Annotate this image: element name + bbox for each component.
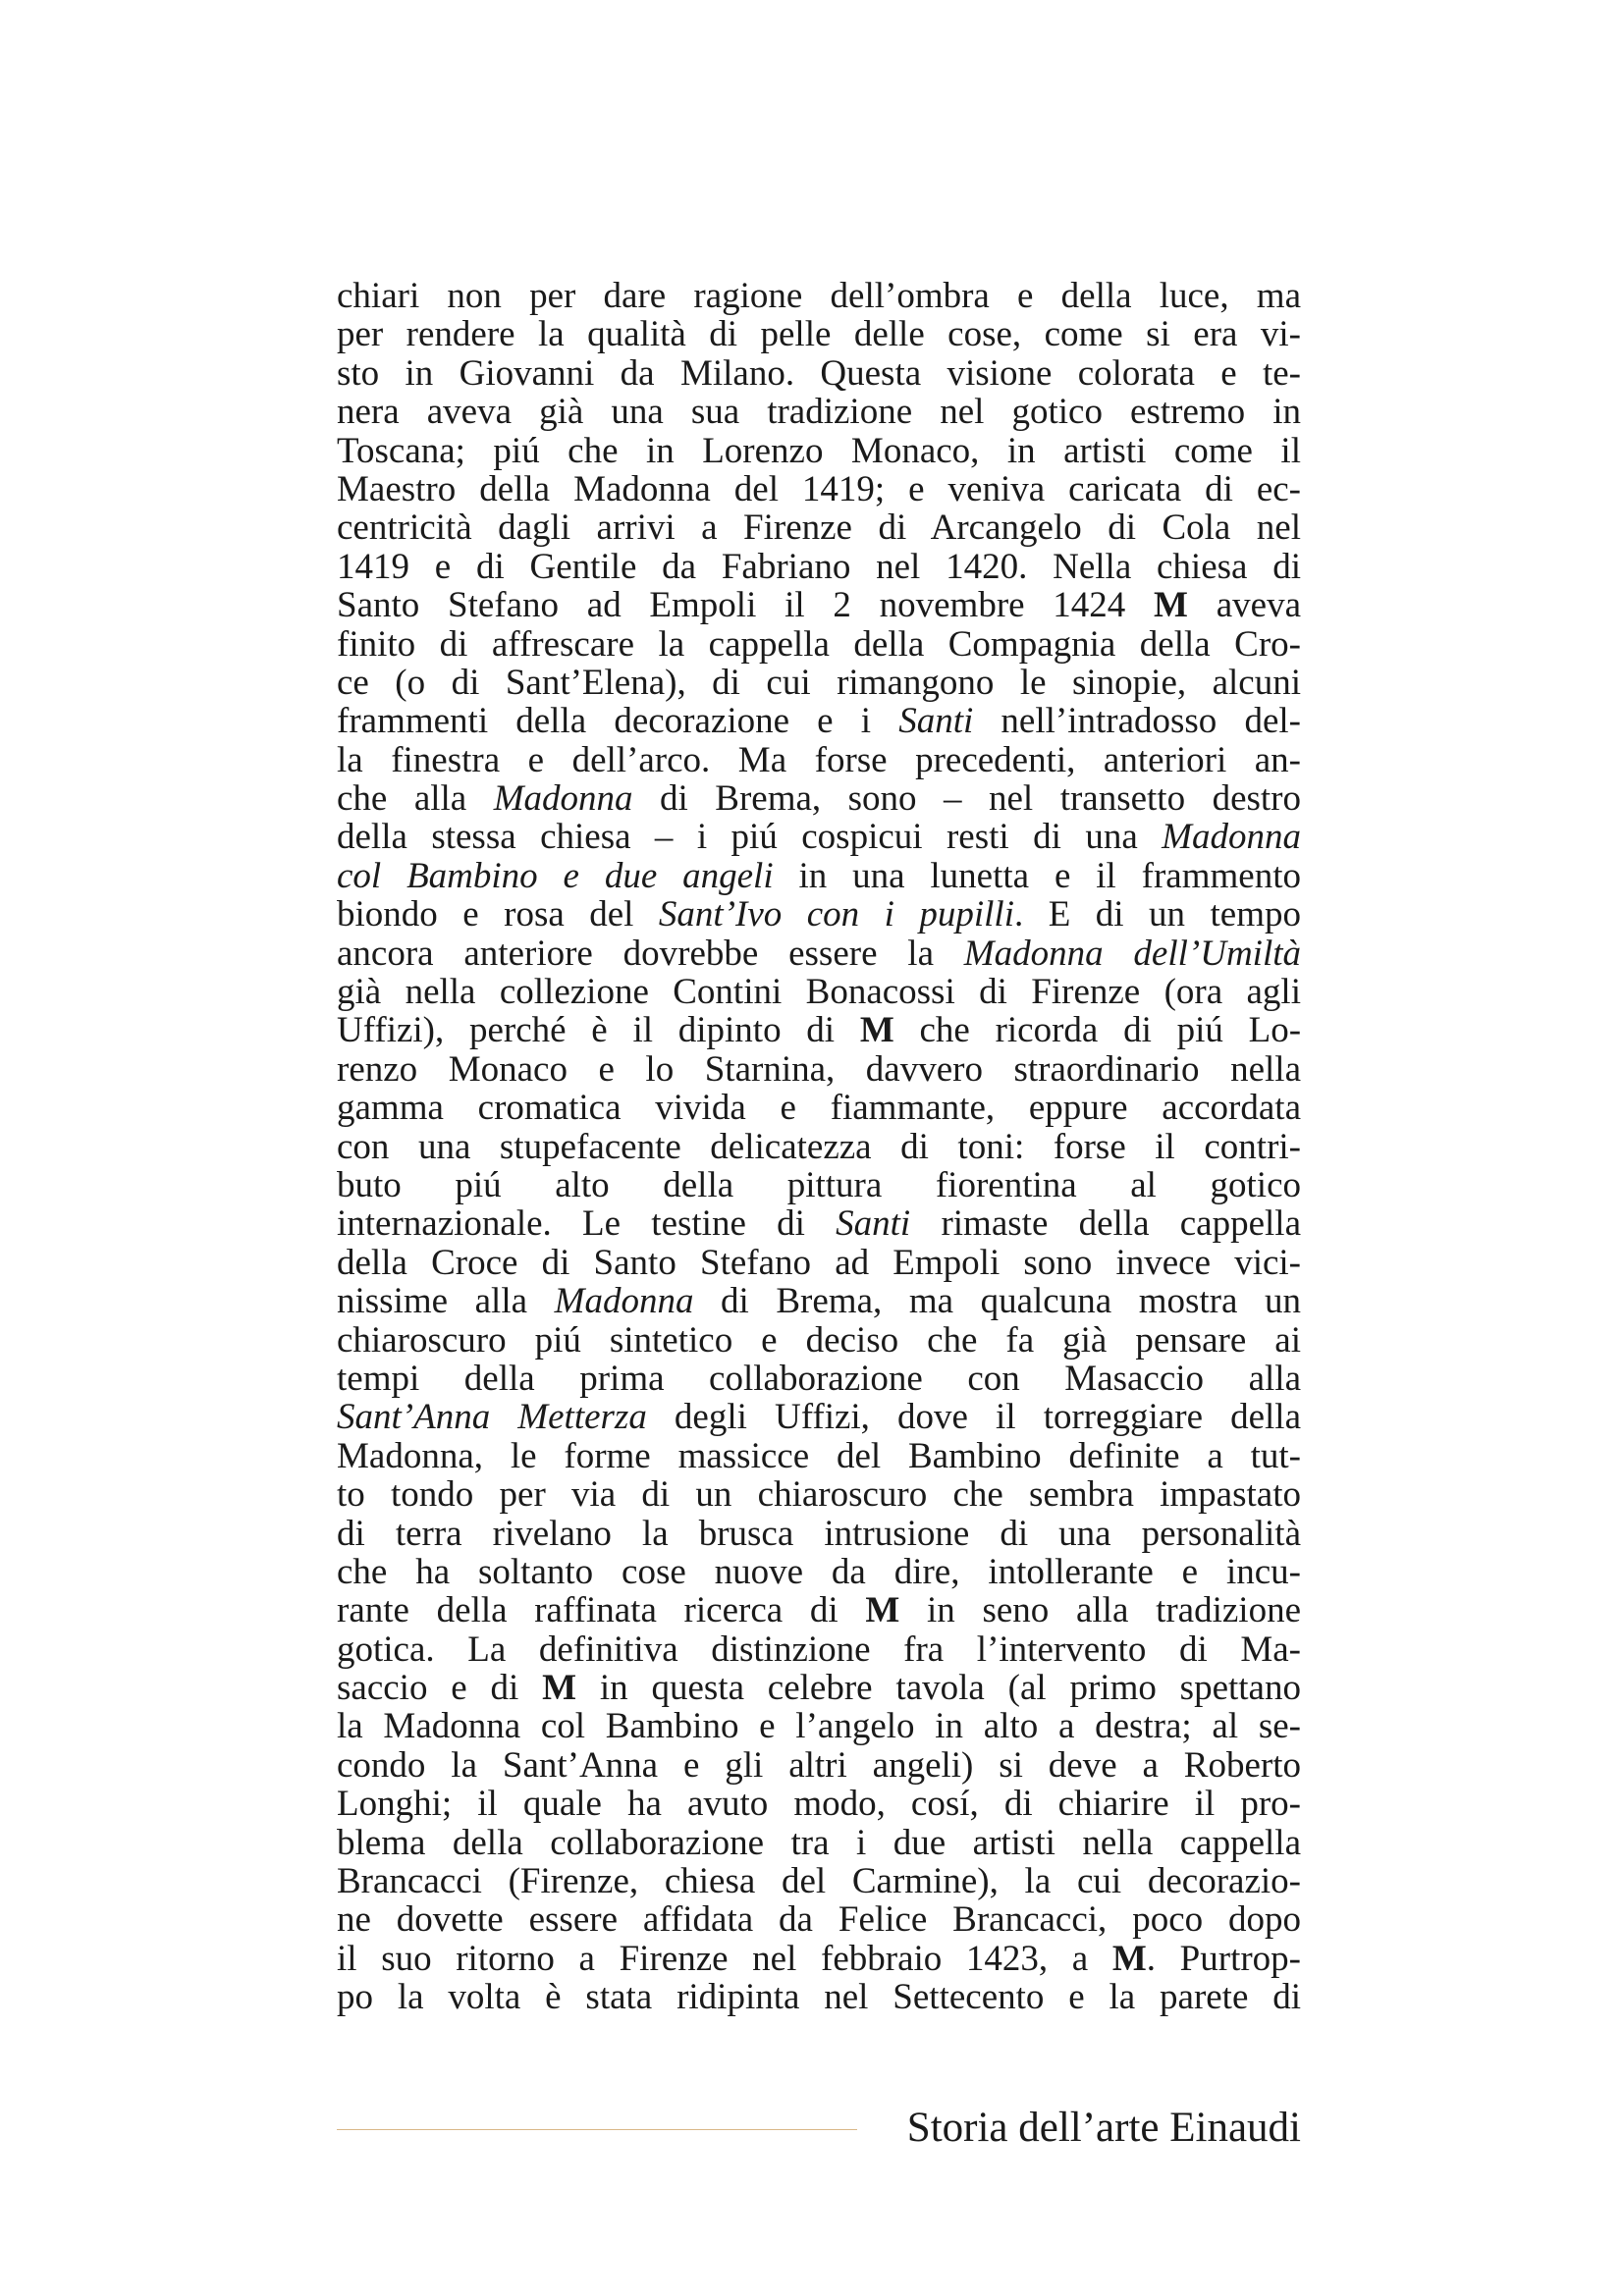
text-run: con una stupefacente delicatezza di toni: forse il contri- — [337, 1127, 1301, 1166]
text-line — [337, 895, 1301, 934]
text-run: frammenti della decorazione e i — [337, 702, 899, 741]
text-line — [337, 1244, 1301, 1282]
text-run: di Brema, sono – nel transetto destro — [632, 779, 1301, 819]
text-run: Toscana; piú che in Lorenzo Monaco, in artisti come il — [337, 431, 1301, 470]
text-run: la finestra e dell’arco. Ma forse precedenti, anteriori an- — [337, 740, 1301, 780]
text-run: Santo Stefano ad Empoli il 2 novembre 1424 — [337, 586, 1155, 625]
text-line — [337, 1437, 1301, 1475]
text-line — [337, 586, 1301, 624]
text-line — [337, 1669, 1301, 1707]
italic-title: Santi — [898, 702, 974, 741]
italic-title: Santi — [836, 1204, 911, 1244]
text-line — [337, 664, 1301, 702]
text-run: ancora anteriore dovrebbe essere la — [337, 934, 964, 974]
text-line — [337, 934, 1301, 973]
text-line — [337, 1321, 1301, 1360]
italic-title: Madonna — [493, 779, 633, 819]
text-line — [337, 354, 1301, 393]
text-run: ce (o di Sant’Elena), di cui rimangono le sinopie, alcuni — [337, 663, 1301, 703]
text-line — [337, 277, 1301, 315]
text-run: in questa celebre tavola (al primo spettano — [576, 1669, 1301, 1708]
text-line — [337, 508, 1301, 547]
italic-title: col Bambino e due angeli — [337, 856, 774, 896]
text-line — [337, 1011, 1301, 1049]
footer-rule — [337, 2129, 857, 2130]
text-run: rimaste della cappella — [910, 1204, 1301, 1244]
italic-title: Sant’Anna Metterza — [337, 1398, 647, 1437]
italic-title: Madonna — [554, 1282, 694, 1321]
text-run: Madonna, le forme massicce del Bambino definite a tut- — [337, 1436, 1301, 1476]
text-run: gotica. La definitiva distinzione fra l’intervento di Ma- — [337, 1629, 1301, 1670]
text-run: centricità dagli arrivi a Firenze di Arcangelo di Cola nel — [337, 508, 1301, 548]
text-line — [337, 1978, 1301, 2016]
text-line — [337, 470, 1301, 508]
text-line — [337, 1746, 1301, 1785]
text-run: chiari non per dare ragione dell’ombra e della luce, ma — [337, 277, 1301, 316]
text-run: che alla — [337, 779, 494, 819]
text-line — [337, 1824, 1301, 1862]
text-line — [337, 779, 1301, 818]
text-run: nissime alla — [337, 1282, 555, 1321]
text-run: della Croce di Santo Stefano ad Empoli sono invece vici- — [337, 1243, 1301, 1283]
text-run: Uffizi), perché è il dipinto di — [337, 1011, 860, 1050]
artist-initial: M — [542, 1669, 577, 1708]
artist-initial: M — [865, 1591, 900, 1630]
text-line — [337, 1862, 1301, 1900]
text-run: . E di un tempo — [1014, 895, 1301, 934]
text-line — [337, 1707, 1301, 1745]
text-run: degli Uffizi, dove il torreggiare della — [646, 1398, 1301, 1437]
text-line — [337, 1360, 1301, 1398]
text-run: che ricorda di piú Lo- — [893, 1011, 1301, 1050]
text-run: la Madonna col Bambino e l’angelo in alto a destra; al se- — [337, 1707, 1301, 1746]
text-line — [337, 1475, 1301, 1514]
text-run: internazionale. Le testine di — [337, 1204, 837, 1244]
text-line — [337, 1553, 1301, 1591]
text-run: saccio e di — [337, 1669, 543, 1708]
text-run: condo la Sant’Anna e gli altri angeli) si deve a Roberto — [337, 1745, 1301, 1786]
artist-initial: M — [1111, 1939, 1147, 1979]
text-run: di terra rivelano la brusca intrusione di una personalità — [337, 1514, 1301, 1553]
text-line — [337, 432, 1301, 470]
text-run: 1419 e di Gentile da Fabriano nel 1420. Nella chiesa di — [337, 547, 1301, 587]
text-run: to tondo per via di un chiaroscuro che sembra impastato — [337, 1475, 1301, 1515]
text-line — [337, 625, 1301, 664]
text-run: nell’intradosso del- — [973, 702, 1301, 741]
text-run: Maestro della Madonna del 1419; e veniva caricata di ec- — [337, 469, 1301, 509]
text-line — [337, 702, 1301, 740]
text-run: Longhi; il quale ha avuto modo, cosí, di chiarire il pro- — [337, 1785, 1301, 1824]
text-line — [337, 857, 1301, 895]
text-line — [337, 1940, 1301, 1978]
text-run: in seno alla tradizione — [899, 1591, 1301, 1630]
text-run: gamma cromatica vivida e fiammante, eppure accordata — [337, 1089, 1301, 1128]
text-run: biondo e rosa del — [337, 895, 659, 934]
text-line — [337, 818, 1301, 856]
text-run: Brancacci (Firenze, chiesa del Carmine), la cui decorazio- — [337, 1862, 1301, 1901]
italic-title: Madonna dell’Umiltà — [963, 934, 1301, 974]
text-line — [337, 1591, 1301, 1629]
body-text — [337, 277, 1301, 2017]
text-run: ne dovette essere affidata da Felice Brancacci, poco dopo — [337, 1900, 1301, 1940]
footer-title: Storia dell’arte Einaudi — [906, 2105, 1301, 2151]
text-line — [337, 1166, 1301, 1204]
text-run: finito di affrescare la cappella della Compagnia della Cro- — [337, 624, 1301, 664]
artist-initial: M — [1154, 586, 1188, 625]
text-run: della stessa chiesa – i piú cospicui resti di una — [337, 818, 1163, 857]
text-run: blema della collaborazione tra i due artisti nella cappella — [337, 1823, 1301, 1863]
running-footer — [337, 2101, 1301, 2160]
text-line — [337, 393, 1301, 431]
text-line — [337, 1204, 1301, 1243]
text-run: già nella collezione Contini Bonacossi di Firenze (ora agli — [337, 973, 1301, 1012]
text-line — [337, 548, 1301, 586]
text-run: sto in Giovanni da Milano. Questa visione colorata e te- — [337, 353, 1301, 394]
text-run: per rendere la qualità di pelle delle cose, come si era vi- — [337, 315, 1301, 354]
text-line — [337, 1398, 1301, 1436]
text-run: il suo ritorno a Firenze nel febbraio 1423, a — [337, 1939, 1112, 1979]
text-line — [337, 1785, 1301, 1823]
text-line — [337, 1630, 1301, 1669]
text-run: . Purtrop- — [1146, 1939, 1301, 1979]
text-line — [337, 1515, 1301, 1553]
text-run: nera aveva già una sua tradizione nel gotico estremo in — [337, 393, 1301, 432]
text-line — [337, 1089, 1301, 1127]
text-line — [337, 1050, 1301, 1089]
italic-title: Madonna — [1162, 818, 1301, 857]
text-line — [337, 1282, 1301, 1320]
text-line — [337, 315, 1301, 353]
text-run: buto piú alto della pittura fiorentina al gotico — [337, 1165, 1301, 1205]
text-run: che ha soltanto cose nuove da dire, intollerante e incu- — [337, 1552, 1301, 1592]
text-line — [337, 1900, 1301, 1939]
text-run: in una lunetta e il frammento — [773, 856, 1301, 896]
text-run: aveva — [1187, 586, 1301, 625]
text-run: renzo Monaco e lo Starnina, davvero straordinario nella — [337, 1049, 1301, 1090]
text-run: chiaroscuro piú sintetico e deciso che fa già pensare ai — [337, 1320, 1301, 1360]
text-line — [337, 1128, 1301, 1166]
text-line — [337, 973, 1301, 1011]
text-run: di Brema, ma qualcuna mostra un — [693, 1282, 1301, 1321]
text-line — [337, 741, 1301, 779]
text-run: po la volta è stata ridipinta nel Settecento e la parete di — [337, 1978, 1301, 2017]
text-run: tempi della prima collaborazione con Masaccio alla — [337, 1359, 1301, 1399]
text-run: rante della raffinata ricerca di — [337, 1591, 866, 1630]
artist-initial: M — [859, 1011, 894, 1050]
italic-title: Sant’Ivo con i pupilli — [658, 895, 1014, 934]
